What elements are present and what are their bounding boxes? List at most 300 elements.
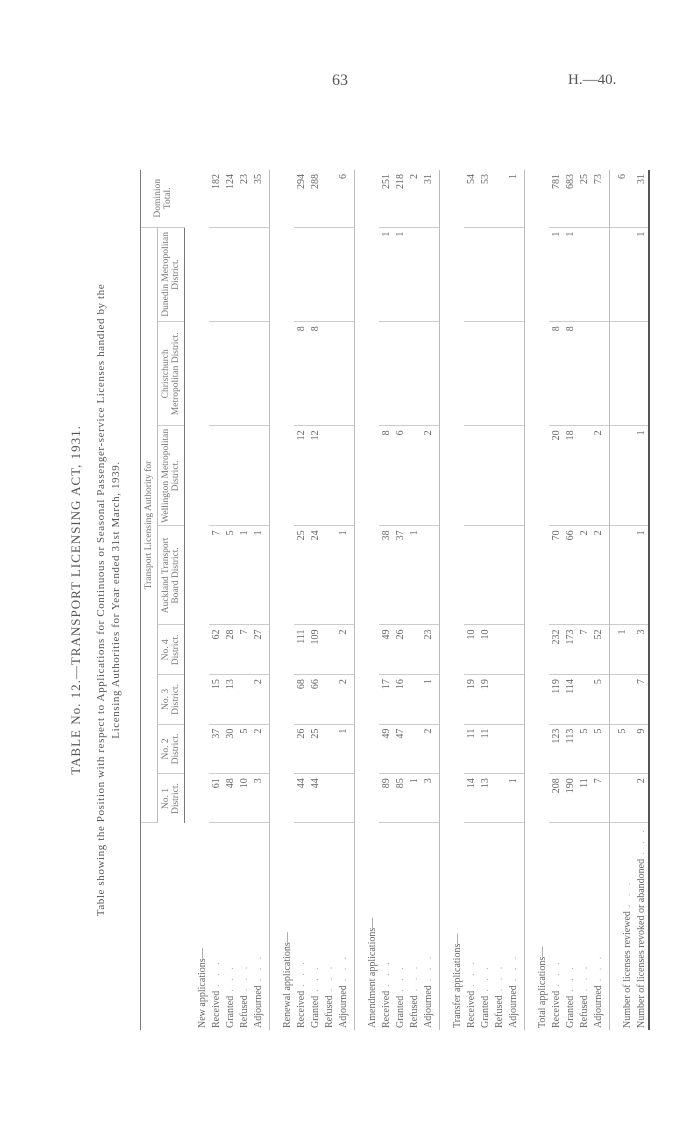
cell-value <box>610 227 635 322</box>
cell-value: 17 <box>379 675 393 725</box>
cell-value: 6 <box>393 426 407 526</box>
cell-value <box>591 227 610 322</box>
leader-dots: . . . <box>252 953 264 982</box>
cell-value <box>322 675 336 725</box>
cell-value: 12 <box>308 426 322 526</box>
cell-value: 62 <box>209 625 223 675</box>
cell-value: 15 <box>209 675 223 725</box>
leader-dots: . . . <box>578 963 590 992</box>
cell-value <box>464 227 478 322</box>
leader-dots: . . . <box>621 879 633 908</box>
leader-dots: . . . <box>635 827 647 855</box>
cell-value: 781 <box>549 170 563 227</box>
cell-value <box>223 227 237 322</box>
column-header-2: No. 2 District. <box>158 724 185 774</box>
cell-value <box>464 526 478 625</box>
cell-value: 49 <box>379 724 393 774</box>
cell-value <box>492 724 506 774</box>
cell-value: 5 <box>577 724 591 774</box>
table-row <box>308 170 322 1030</box>
cell-value: 24 <box>308 526 322 625</box>
cell-value: 2 <box>577 526 591 625</box>
cell-value <box>237 227 251 322</box>
cell-value: 68 <box>294 675 308 725</box>
cell-value: 89 <box>379 774 393 823</box>
cell-value: 73 <box>591 170 610 227</box>
cell-value <box>610 322 635 426</box>
row-label <box>251 823 270 1030</box>
cell-value <box>209 322 223 426</box>
cell-value: 13 <box>478 774 492 823</box>
cell-value: 14 <box>464 774 478 823</box>
leader-dots: . . . <box>479 964 491 992</box>
cell-value <box>506 227 525 322</box>
row-label <box>506 823 525 1030</box>
section-heading: Amendment applications— <box>366 917 378 1028</box>
cell-value <box>223 426 237 526</box>
cell-value <box>492 675 506 725</box>
cell-value: 52 <box>591 625 610 675</box>
cell-value <box>336 227 355 322</box>
row-label-header <box>141 823 185 1030</box>
table-row <box>322 170 336 1030</box>
cell-value: 3 <box>421 774 440 823</box>
table-row <box>577 170 591 1030</box>
cell-value: 1 <box>610 625 635 675</box>
leader-dots: . . . <box>592 953 604 982</box>
row-label <box>407 823 421 1030</box>
cell-value: 8 <box>308 322 322 426</box>
cell-value: 9 <box>634 724 649 774</box>
row-label <box>591 823 610 1030</box>
cell-value: 1 <box>393 227 407 322</box>
cell-value <box>322 724 336 774</box>
cell-value: 5 <box>591 724 610 774</box>
column-header-7: Christchurch Metropolitan District. <box>158 322 185 426</box>
cell-value <box>506 426 525 526</box>
table-row <box>464 170 478 1030</box>
cell-value <box>591 322 610 426</box>
cell-value: 1 <box>407 526 421 625</box>
cell-value <box>506 675 525 725</box>
cell-value <box>407 426 421 526</box>
leader-dots: . . . <box>493 963 505 992</box>
cell-value: 119 <box>549 675 563 725</box>
row-label-text: Received <box>465 990 477 1028</box>
cell-value: 11 <box>577 774 591 823</box>
cell-value: 49 <box>379 625 393 675</box>
row-label <box>209 823 223 1030</box>
cell-value <box>610 426 635 526</box>
cell-value <box>421 322 440 426</box>
cell-value <box>336 322 355 426</box>
cell-value <box>393 322 407 426</box>
cell-value: 1 <box>634 227 649 322</box>
row-label <box>379 823 393 1030</box>
cell-value: 1 <box>336 724 355 774</box>
cell-value: 1 <box>421 675 440 725</box>
cell-value: 7 <box>209 526 223 625</box>
table-body <box>185 170 650 1030</box>
cell-value <box>577 227 591 322</box>
cell-value: 1 <box>563 227 577 322</box>
cell-value <box>492 426 506 526</box>
section-heading: Renewal applications— <box>281 932 293 1028</box>
cell-value: 7 <box>577 625 591 675</box>
row-label-text: Adjourned <box>422 985 434 1028</box>
cell-value: 111 <box>294 625 308 675</box>
leader-dots: . . . <box>394 964 406 992</box>
row-label <box>464 823 478 1030</box>
footer-row <box>634 170 649 1030</box>
cell-value: 1 <box>506 774 525 823</box>
row-label-text: Refused <box>578 995 590 1028</box>
cell-value <box>492 227 506 322</box>
leader-dots: . . . <box>408 963 420 992</box>
row-label-text: Number of licenses revoked or abandoned <box>635 858 647 1028</box>
cell-value: 23 <box>421 625 440 675</box>
cell-value <box>478 227 492 322</box>
row-label <box>421 823 440 1030</box>
cell-value: 2 <box>251 675 270 725</box>
row-label <box>294 823 308 1030</box>
cell-value <box>492 625 506 675</box>
cell-value: 8 <box>563 322 577 426</box>
row-label-text: Granted <box>309 995 321 1028</box>
cell-value: 114 <box>563 675 577 725</box>
cell-value: 113 <box>563 724 577 774</box>
table-row <box>549 170 563 1030</box>
cell-value: 53 <box>478 170 492 227</box>
cell-value <box>421 526 440 625</box>
cell-value: 23 <box>237 170 251 227</box>
cell-value: 25 <box>294 526 308 625</box>
cell-value: 27 <box>251 625 270 675</box>
row-label <box>563 823 577 1030</box>
cell-value <box>294 227 308 322</box>
cell-value: 25 <box>308 724 322 774</box>
cell-value: 1 <box>251 526 270 625</box>
cell-value: 38 <box>379 526 393 625</box>
cell-value: 288 <box>308 170 322 227</box>
section-heading: Total applications— <box>536 946 548 1028</box>
cell-value: 35 <box>251 170 270 227</box>
cell-value: 37 <box>209 724 223 774</box>
cell-value: 70 <box>549 526 563 625</box>
cell-value: 25 <box>577 170 591 227</box>
row-label-text: Granted <box>224 995 236 1028</box>
table-row <box>237 170 251 1030</box>
cell-value <box>421 227 440 322</box>
cell-value: 20 <box>549 426 563 526</box>
cell-value <box>336 426 355 526</box>
cell-value: 44 <box>308 774 322 823</box>
leader-dots: . . . <box>337 953 349 982</box>
row-label <box>634 823 649 1030</box>
cell-value <box>577 426 591 526</box>
cell-value <box>251 426 270 526</box>
table-row <box>478 170 492 1030</box>
column-header-6: Wellington Metropolitan District. <box>158 426 185 526</box>
cell-value <box>322 322 336 426</box>
section-heading: Transfer applications— <box>451 933 463 1028</box>
table-row <box>251 170 270 1030</box>
cell-value: 19 <box>478 675 492 725</box>
cell-value <box>464 322 478 426</box>
table-row <box>506 170 525 1030</box>
row-label-text: Adjourned <box>592 985 604 1028</box>
cell-value <box>237 426 251 526</box>
cell-value: 2 <box>251 724 270 774</box>
cell-value: 66 <box>308 675 322 725</box>
authority-group-header: Transport Licensing Authority for <box>141 227 158 823</box>
cell-value: 1 <box>336 526 355 625</box>
leader-dots: . . . <box>550 959 562 987</box>
cell-value: 6 <box>336 170 355 227</box>
cell-value: 190 <box>563 774 577 823</box>
cell-value: 10 <box>237 774 251 823</box>
cell-value <box>478 322 492 426</box>
cell-value: 11 <box>478 724 492 774</box>
leader-dots: . . . <box>380 959 392 987</box>
row-label-text: Granted <box>479 995 491 1028</box>
section-heading-row <box>270 170 295 1030</box>
row-label <box>336 823 355 1030</box>
cell-value: 1 <box>549 227 563 322</box>
cell-value <box>610 675 635 725</box>
cell-value <box>407 625 421 675</box>
cell-value: 47 <box>393 724 407 774</box>
cell-value: 173 <box>563 625 577 675</box>
cell-value: 44 <box>294 774 308 823</box>
footer-row <box>610 170 635 1030</box>
cell-value: 31 <box>634 170 649 227</box>
table-row <box>591 170 610 1030</box>
row-label-text: Received <box>295 990 307 1028</box>
row-label <box>549 823 563 1030</box>
row-label-text: Granted <box>394 995 406 1028</box>
section-heading-row <box>185 170 210 1030</box>
leader-dots: . . . <box>224 964 236 992</box>
cell-value: 294 <box>294 170 308 227</box>
cell-value: 48 <box>223 774 237 823</box>
section-heading: New applications— <box>196 948 208 1028</box>
cell-value <box>237 322 251 426</box>
cell-value: 30 <box>223 724 237 774</box>
cell-value: 2 <box>591 426 610 526</box>
cell-value: 2 <box>634 774 649 823</box>
cell-value <box>251 227 270 322</box>
cell-value: 11 <box>464 724 478 774</box>
cell-value <box>322 227 336 322</box>
cell-value <box>506 625 525 675</box>
cell-value <box>610 774 635 823</box>
leader-dots: . . . <box>323 963 335 992</box>
cell-value: 37 <box>393 526 407 625</box>
cell-value <box>407 724 421 774</box>
table-row <box>421 170 440 1030</box>
cell-value <box>251 322 270 426</box>
cell-value: 18 <box>563 426 577 526</box>
cell-value: 2 <box>407 170 421 227</box>
document-reference: H.—40. <box>568 72 617 88</box>
cell-value: 8 <box>294 322 308 426</box>
cell-value <box>223 322 237 426</box>
column-header-4: No. 4 District. <box>158 625 185 675</box>
table-row <box>379 170 393 1030</box>
leader-dots: . . . <box>309 964 321 992</box>
row-label <box>393 823 407 1030</box>
table-row <box>223 170 237 1030</box>
cell-value: 5 <box>610 724 635 774</box>
table-row <box>393 170 407 1030</box>
row-label-text: Refused <box>238 995 250 1028</box>
cell-value <box>492 774 506 823</box>
cell-value <box>237 675 251 725</box>
cell-value <box>577 322 591 426</box>
cell-value <box>379 322 393 426</box>
cell-value <box>478 426 492 526</box>
cell-value <box>407 322 421 426</box>
cell-value: 1 <box>407 774 421 823</box>
table-subtitle-line1: Table showing the Position with respect to Applications for Continuous or Seasonal Passenger-service Licenses handled by the <box>95 283 107 917</box>
cell-value <box>322 526 336 625</box>
row-label-text: Received <box>210 990 222 1028</box>
cell-value: 10 <box>464 625 478 675</box>
cell-value <box>506 526 525 625</box>
cell-value <box>322 170 336 227</box>
cell-value: 208 <box>549 774 563 823</box>
cell-value: 16 <box>393 675 407 725</box>
cell-value: 85 <box>393 774 407 823</box>
column-header-9: Dominion Total. <box>141 170 185 227</box>
row-label-text: Refused <box>408 995 420 1028</box>
section-heading-row <box>440 170 465 1030</box>
cell-value: 232 <box>549 625 563 675</box>
cell-value: 6 <box>610 170 635 227</box>
cell-value <box>322 774 336 823</box>
cell-value <box>322 426 336 526</box>
cell-value: 10 <box>478 625 492 675</box>
column-header-5: Auckland Transport Board District. <box>158 526 185 625</box>
cell-value: 1 <box>634 426 649 526</box>
cell-value: 3 <box>251 774 270 823</box>
row-label <box>223 823 237 1030</box>
cell-value: 1 <box>506 170 525 227</box>
cell-value: 54 <box>464 170 478 227</box>
cell-value: 8 <box>379 426 393 526</box>
row-label <box>492 823 506 1030</box>
cell-value: 2 <box>421 724 440 774</box>
cell-value: 26 <box>393 625 407 675</box>
row-label <box>308 823 322 1030</box>
column-header-3: No. 3 District. <box>158 675 185 725</box>
cell-value <box>506 322 525 426</box>
cell-value <box>464 426 478 526</box>
cell-value: 1 <box>379 227 393 322</box>
cell-value: 251 <box>379 170 393 227</box>
row-label <box>577 823 591 1030</box>
leader-dots: . . . <box>507 953 519 982</box>
cell-value: 31 <box>421 170 440 227</box>
cell-value: 8 <box>549 322 563 426</box>
table-row <box>563 170 577 1030</box>
leader-dots: . . . <box>465 959 477 987</box>
cell-value: 2 <box>336 675 355 725</box>
row-label-text: Received <box>380 990 392 1028</box>
table-row <box>209 170 223 1030</box>
cell-value <box>308 227 322 322</box>
cell-value <box>407 227 421 322</box>
row-label-text: Adjourned <box>507 985 519 1028</box>
cell-value <box>209 426 223 526</box>
cell-value: 2 <box>591 526 610 625</box>
cell-value: 19 <box>464 675 478 725</box>
page-number: 63 <box>332 72 348 89</box>
cell-value <box>336 774 355 823</box>
cell-value: 66 <box>563 526 577 625</box>
table-title: TABLE No. 12.—TRANSPORT LICENSING ACT, 1931. <box>68 425 83 775</box>
cell-value <box>322 625 336 675</box>
cell-value: 26 <box>294 724 308 774</box>
row-label <box>237 823 251 1030</box>
row-label-text: Refused <box>493 995 505 1028</box>
cell-value <box>492 322 506 426</box>
cell-value <box>610 526 635 625</box>
table-subtitle-line2: Licensing Authorities for Year ended 31st March, 1939. <box>110 461 122 739</box>
row-label-text: Adjourned <box>337 985 349 1028</box>
cell-value <box>492 526 506 625</box>
cell-value <box>577 675 591 725</box>
cell-value: 2 <box>336 625 355 675</box>
row-label <box>610 823 635 1030</box>
row-label <box>478 823 492 1030</box>
cell-value: 182 <box>209 170 223 227</box>
cell-value: 5 <box>223 526 237 625</box>
cell-value: 5 <box>237 724 251 774</box>
row-label-text: Refused <box>323 995 335 1028</box>
column-header-1: No. 1 District. <box>158 774 185 823</box>
licensing-table <box>140 170 650 1030</box>
table-row <box>492 170 506 1030</box>
table-row <box>336 170 355 1030</box>
leader-dots: . . . <box>238 963 250 992</box>
cell-value: 7 <box>591 774 610 823</box>
cell-value: 28 <box>223 625 237 675</box>
cell-value: 123 <box>549 724 563 774</box>
cell-value: 7 <box>237 625 251 675</box>
cell-value: 13 <box>223 675 237 725</box>
cell-value: 7 <box>634 675 649 725</box>
row-label-text: Number of licenses reviewed <box>621 911 633 1028</box>
cell-value <box>506 724 525 774</box>
cell-value: 218 <box>393 170 407 227</box>
rotated-table-block <box>64 170 664 1030</box>
section-heading-row <box>525 170 550 1030</box>
leader-dots: . . . <box>422 953 434 982</box>
cell-value <box>407 675 421 725</box>
leader-dots: . . . <box>210 959 222 987</box>
cell-value: 12 <box>294 426 308 526</box>
cell-value: 61 <box>209 774 223 823</box>
cell-value: 683 <box>563 170 577 227</box>
row-label-text: Granted <box>564 995 576 1028</box>
leader-dots: . . . <box>564 964 576 992</box>
column-header-8: Dunedin Metropolitan District. <box>158 227 185 322</box>
cell-value: 3 <box>634 625 649 675</box>
cell-value: 109 <box>308 625 322 675</box>
table-row <box>407 170 421 1030</box>
